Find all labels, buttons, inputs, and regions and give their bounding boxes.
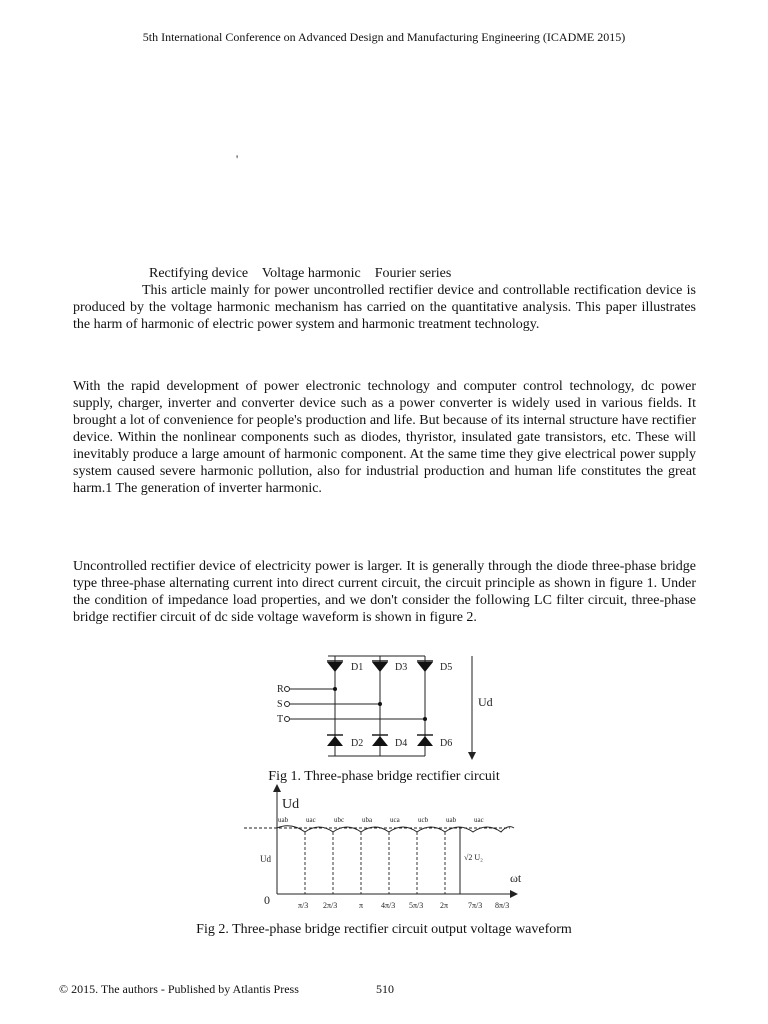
diode-d6-symbol bbox=[417, 736, 433, 746]
segment-label: uca bbox=[390, 816, 400, 824]
segment-label: uab bbox=[446, 816, 457, 824]
page-number: 510 bbox=[376, 982, 394, 996]
abstract-paragraph: This article mainly for power uncontrolled rectifier device and controllable rectification device is produced by the voltage harmonic mechanism has carried on the quantitative analysis. This paper illustrates the harm of harmonic of electric power system and harmonic treatment technology. bbox=[73, 283, 696, 332]
segment-label: uac bbox=[306, 816, 316, 824]
section-paragraph: Uncontrolled rectifier device of electricity power is larger. It is generally through the diode three-phase bridge type three-phase alternating current into direct current circuit, the circuit principle as shown in figure 1. Under the condition of impedance load properties, and we don't consider the following LC filter circuit, three-phase bridge rectifier circuit of dc side voltage waveform is shown in figure 2. bbox=[73, 559, 696, 625]
input-label-s: S bbox=[277, 699, 283, 710]
diode-d2-symbol bbox=[327, 736, 343, 746]
segment-label: ucb bbox=[418, 816, 429, 824]
y-axis-label: Ud bbox=[282, 797, 300, 812]
output-voltage-label: Ud bbox=[478, 695, 493, 709]
segment-label: uac bbox=[474, 816, 484, 824]
diode-d5-symbol bbox=[417, 662, 433, 672]
tick-label: 5π/3 bbox=[409, 901, 424, 910]
figure-2-caption: Fig 2. Three-phase bridge rectifier circuit output voltage waveform bbox=[196, 922, 572, 937]
diode-label-d5: D5 bbox=[440, 662, 453, 673]
output-waveform-plot bbox=[244, 784, 534, 914]
diode-d3-symbol bbox=[372, 662, 388, 672]
segment-label: ubc bbox=[334, 816, 345, 824]
stray-mark: ' bbox=[236, 152, 239, 166]
diode-label-d4: D4 bbox=[395, 738, 408, 749]
tick-label: 2π/3 bbox=[323, 901, 338, 910]
tick-label: 2π bbox=[440, 901, 449, 910]
diode-label-d2: D2 bbox=[351, 738, 364, 749]
tick-label: 7π/3 bbox=[468, 901, 483, 910]
footer-copyright: © 2015. The authors - Published by Atlantis Press bbox=[59, 982, 299, 996]
ripple-waveform bbox=[277, 826, 514, 832]
input-label-r: R bbox=[277, 684, 284, 695]
diode-label-d6: D6 bbox=[440, 738, 453, 749]
peak-voltage-label: √2 U₂ bbox=[464, 853, 483, 862]
tick-label: π bbox=[359, 901, 364, 910]
introduction-paragraph: With the rapid development of power electronic technology and computer control technology, dc power supply, charger, inverter and converter device such as a power converter is widely used in various fields. It brought a lot of convenience for people's production and life. But because of its internal structure have rectifier device. Within the nonlinear components such as diodes, thyristor, insulated gate transistors, etc. These will inevitably produce a large amount of harmonic component. At the same time they give electrical power supply system caused severe harmonic pollution, also for industrial production and human life constitutes the great harm.1 The generation of inverter harmonic. bbox=[73, 379, 696, 496]
origin-label: 0 bbox=[264, 893, 270, 907]
segment-label: uba bbox=[362, 816, 373, 824]
tick-label: 8π/3 bbox=[495, 901, 510, 910]
diode-label-d3: D3 bbox=[395, 662, 408, 673]
dc-voltage-label: Ud bbox=[260, 854, 271, 864]
input-label-t: T bbox=[277, 714, 284, 725]
conference-header: 5th International Conference on Advanced Design and Manufacturing Engineering (ICADME 2015) bbox=[142, 30, 626, 44]
diode-d4-symbol bbox=[372, 736, 388, 746]
keywords-line: Rectifying device Voltage harmonic Fourier series bbox=[149, 266, 452, 281]
diode-label-d1: D1 bbox=[351, 662, 364, 673]
tick-label: π/3 bbox=[298, 901, 309, 910]
tick-label: 4π/3 bbox=[381, 901, 396, 910]
diode-d1-symbol bbox=[327, 662, 343, 672]
rectifier-circuit-diagram bbox=[268, 648, 508, 768]
x-axis-label: ωt bbox=[510, 871, 522, 885]
segment-label: uab bbox=[278, 816, 289, 824]
figure-1-caption: Fig 1. Three-phase bridge rectifier circuit bbox=[268, 769, 500, 784]
